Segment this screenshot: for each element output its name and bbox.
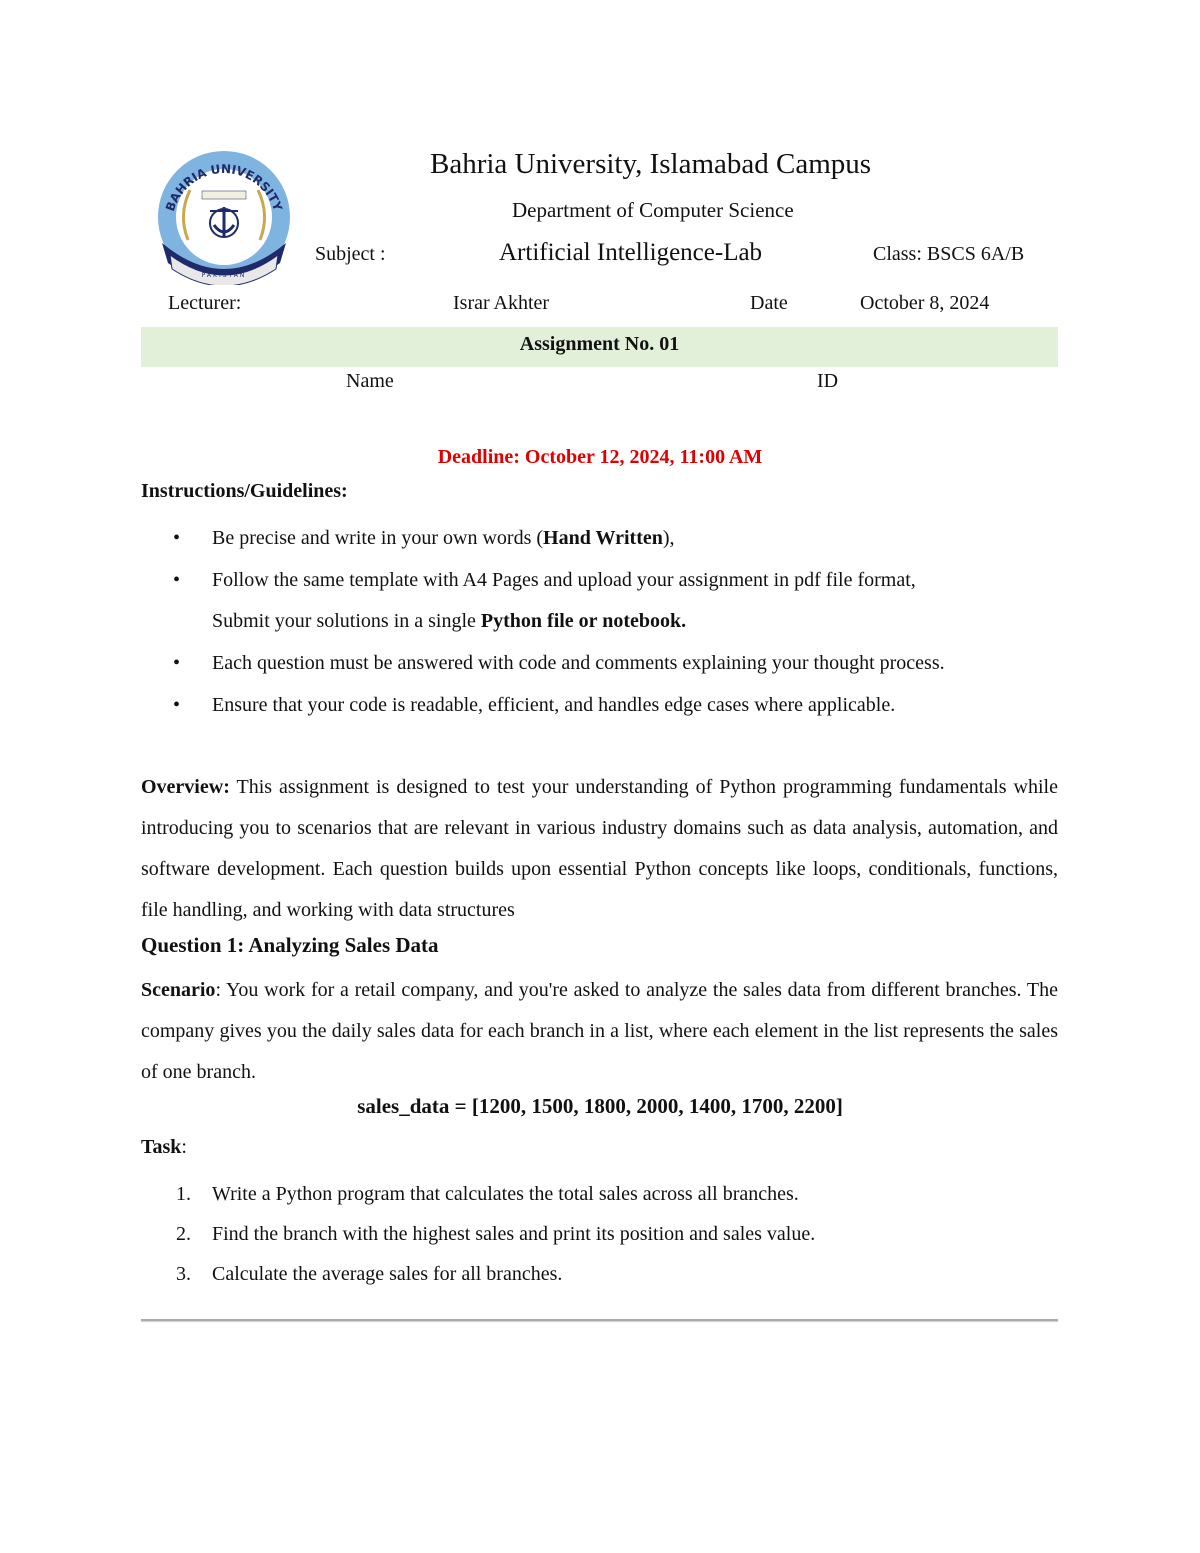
university-logo [150, 145, 298, 285]
subject-label: Subject : [315, 243, 386, 265]
assignment-banner [141, 327, 1058, 367]
id-label: ID [817, 370, 839, 392]
task-list [141, 1174, 1058, 1294]
list-item: • Ensure that your code is readable, efficient, and handles edge cases where applicable. [141, 685, 1058, 726]
list-item: • Be precise and write in your own words (Hand Written), [141, 518, 1058, 559]
instructions-heading: Instructions/Guidelines: [141, 480, 348, 502]
university-title: Bahria University, Islamabad Campus [430, 148, 872, 180]
university-seal-icon [150, 145, 298, 285]
subject-name: Artificial Intelligence-Lab [499, 239, 763, 266]
department-name: Department of Computer Science [512, 198, 794, 222]
deadline: Deadline: October 12, 2024, 11:00 AM [437, 446, 763, 468]
overview-paragraph: Overview: This assignment is designed to test your understanding of Python programming fundamentals while introducing you to scenarios that are relevant in various industry domains such as data analysis, automation, and software development. Each question builds upon essential Python concepts like loops, conditionals, functions, file handling, and working with data structures [141, 776, 1058, 921]
assignment-title: Assignment No. 01 [519, 333, 680, 355]
name-label: Name [346, 370, 394, 392]
scenario-label: Scenario [141, 979, 216, 1001]
instructions-list [141, 518, 1058, 727]
date-value: October 8, 2024 [860, 292, 990, 314]
lecturer-name: Israr Akhter [453, 292, 550, 314]
date-label: Date [750, 292, 788, 314]
svg-text:PAKISTAN: PAKISTAN [201, 272, 247, 279]
task-heading: Task: [141, 1136, 187, 1158]
list-item: 1. Write a Python program that calculates the total sales across all branches. [176, 1183, 799, 1205]
lecturer-label: Lecturer: [168, 292, 242, 314]
scenario-paragraph: Scenario: You work for a retail company, and you're asked to analyze the sales data from different branches. The company gives you the daily sales data for each branch in a list, where each element in the list represents the sales of one branch. [141, 979, 1058, 1083]
svg-text:BAHRIA UNIVERSITY: BAHRIA UNIVERSITY [163, 161, 285, 214]
question-1-title: Question 1: Analyzing Sales Data [141, 933, 439, 957]
list-item: • Each question must be answered with code and comments explaining your thought process. [141, 643, 1058, 684]
horizontal-divider [141, 1319, 1058, 1321]
list-item: • Follow the same template with A4 Pages and upload your assignment in pdf file format, Submit your solutions in a single Python file or notebook. [141, 560, 1058, 642]
list-item: 3. Calculate the average sales for all branches. [176, 1263, 563, 1285]
sales-data-code: sales_data = [1200, 1500, 1800, 2000, 1400, 1700, 2200] [357, 1094, 843, 1118]
list-item: 2. Find the branch with the highest sales and print its position and sales value. [176, 1223, 816, 1245]
class-info: Class: BSCS 6A/B [873, 243, 1025, 265]
overview-label: Overview: [141, 776, 230, 798]
